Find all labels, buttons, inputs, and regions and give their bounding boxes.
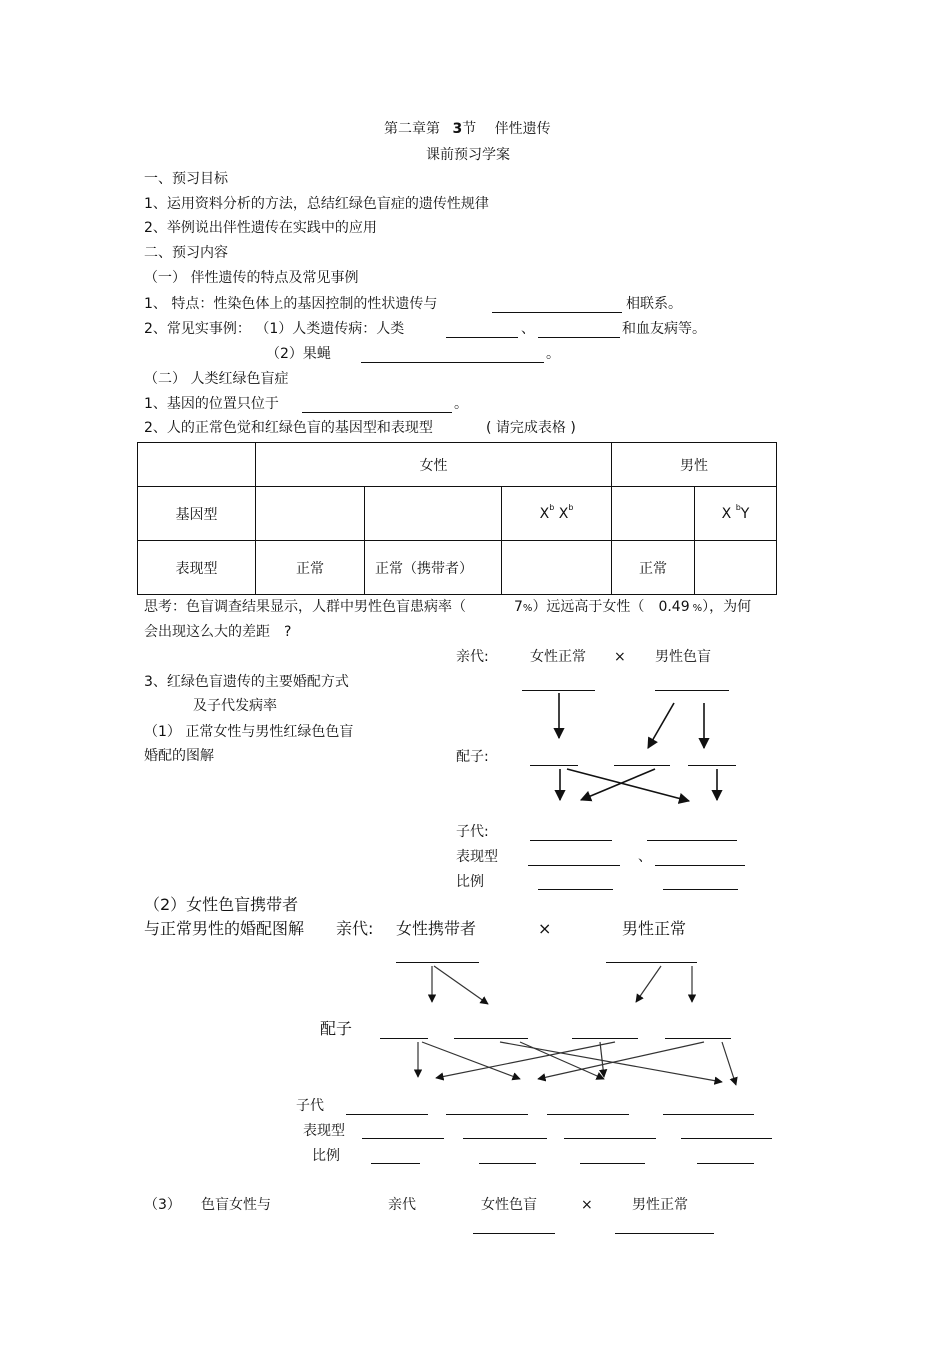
cross2-ratio-label: 比例 [312, 1148, 340, 1164]
cross1-ratio-label: 比例 [456, 874, 484, 890]
think-line-1: 思考：色盲调查结果显示，人群中男性色盲患病率（ 7%）远远高于女性（ 0.49 %），为何 [144, 599, 752, 615]
title-b: 节 [462, 121, 477, 137]
think-line-2: 会出现这么大的差距 ? [144, 624, 292, 640]
cross3-female: 女性色盲 [481, 1197, 537, 1213]
cross3-times: × [581, 1197, 593, 1213]
male-header: 男性 [612, 443, 777, 487]
cross1-phenotype-label: 表现型 [456, 849, 498, 865]
genotype-cell-3: $X^b$ $X^b$ [502, 487, 612, 541]
phenotype-cell-4: 正常 [612, 541, 695, 595]
cross3-male: 男性正常 [632, 1197, 688, 1213]
goal-2: 2、举例说出伴性遗传在实践中的应用 [144, 220, 377, 236]
item-2-sep: 、 [521, 321, 535, 337]
q2-text: 2、人的正常色觉和红绿色盲的基因型和表现型 [144, 420, 433, 436]
item-2-fly-end: 。 [546, 346, 560, 362]
cross1-parent-label: 亲代: [456, 649, 489, 665]
cross1-arrows [559, 693, 717, 801]
q1-text: 1、基因的位置只位于 [144, 396, 279, 412]
section-1-heading: 一、预习目标 [144, 171, 228, 187]
title-a: 第二章第 [384, 121, 440, 137]
cross2-offspring-label: 子代 [296, 1098, 324, 1114]
cross2-male: 男性正常 [622, 919, 687, 938]
item-2-end: 和血友病等。 [622, 321, 706, 337]
case1-title-b: 婚配的图解 [144, 748, 214, 764]
cross2-arrows [418, 966, 736, 1085]
item-1-end: 相联系。 [626, 296, 682, 312]
case1-title-a: （1） 正常女性与男性红绿色色盲 [144, 724, 354, 740]
part-1-heading: （一） 伴性遗传的特点及常见事例 [144, 270, 359, 286]
cross-intro-2: 及子代发病率 [193, 698, 277, 714]
title-num: 3 [452, 121, 463, 137]
phenotype-row-label: 表现型 [138, 541, 256, 595]
q2-note: ( 请完成表格 ) [486, 420, 576, 436]
case3-desc: 色盲女性与 [201, 1197, 271, 1213]
item-2-text: 2、常见实事例： （1）人类遗传病：人类 [144, 321, 405, 337]
item-2-fly: （2）果蝇 [266, 346, 331, 362]
q1-end: 。 [454, 396, 468, 412]
case3-num: （3） [144, 1197, 181, 1213]
cross1-female: 女性正常 [530, 649, 586, 665]
cross2-female: 女性携带者 [396, 919, 477, 938]
cross2-gamete-label: 配子 [320, 1019, 353, 1038]
case2-title-1: （2）女性色盲携带者 [144, 895, 299, 914]
genotype-row-label: 基因型 [138, 487, 256, 541]
cross-intro-1: 3、红绿色盲遗传的主要婚配方式 [144, 674, 349, 690]
title-c: 伴性遗传 [494, 121, 551, 137]
part-2-heading: （二） 人类红绿色盲症 [144, 371, 289, 387]
cross1-male: 男性色盲 [655, 649, 711, 665]
cross2-parent-label: 亲代: [336, 919, 374, 938]
page-subtitle: 课前预习学案 [426, 147, 510, 163]
cross3-parent-label: 亲代 [388, 1197, 416, 1213]
section-2-heading: 二、预习内容 [144, 245, 228, 261]
female-header: 女性 [256, 443, 612, 487]
genotype-cell-5: X $^b$Y [695, 487, 777, 541]
goal-1: 1、运用资料分析的方法，总结红绿色盲症的遗传性规律 [144, 196, 489, 212]
cross1-times: × [614, 649, 626, 665]
phenotype-cell-2: 正常（携带者） [365, 541, 502, 595]
item-1-text: 1、 特点：性染色体上的基因控制的性状遗传与 [144, 296, 438, 312]
cross1-offspring-label: 子代: [456, 824, 489, 840]
case2-title-2: 与正常男性的婚配图解 [144, 919, 305, 938]
phenotype-cell-1: 正常 [256, 541, 365, 595]
cross2-times: × [538, 919, 552, 938]
cross2-phenotype-label: 表现型 [303, 1123, 345, 1139]
cross1-phenotype-sep: 、 [638, 849, 652, 865]
cross1-gamete-label: 配子: [456, 749, 489, 765]
